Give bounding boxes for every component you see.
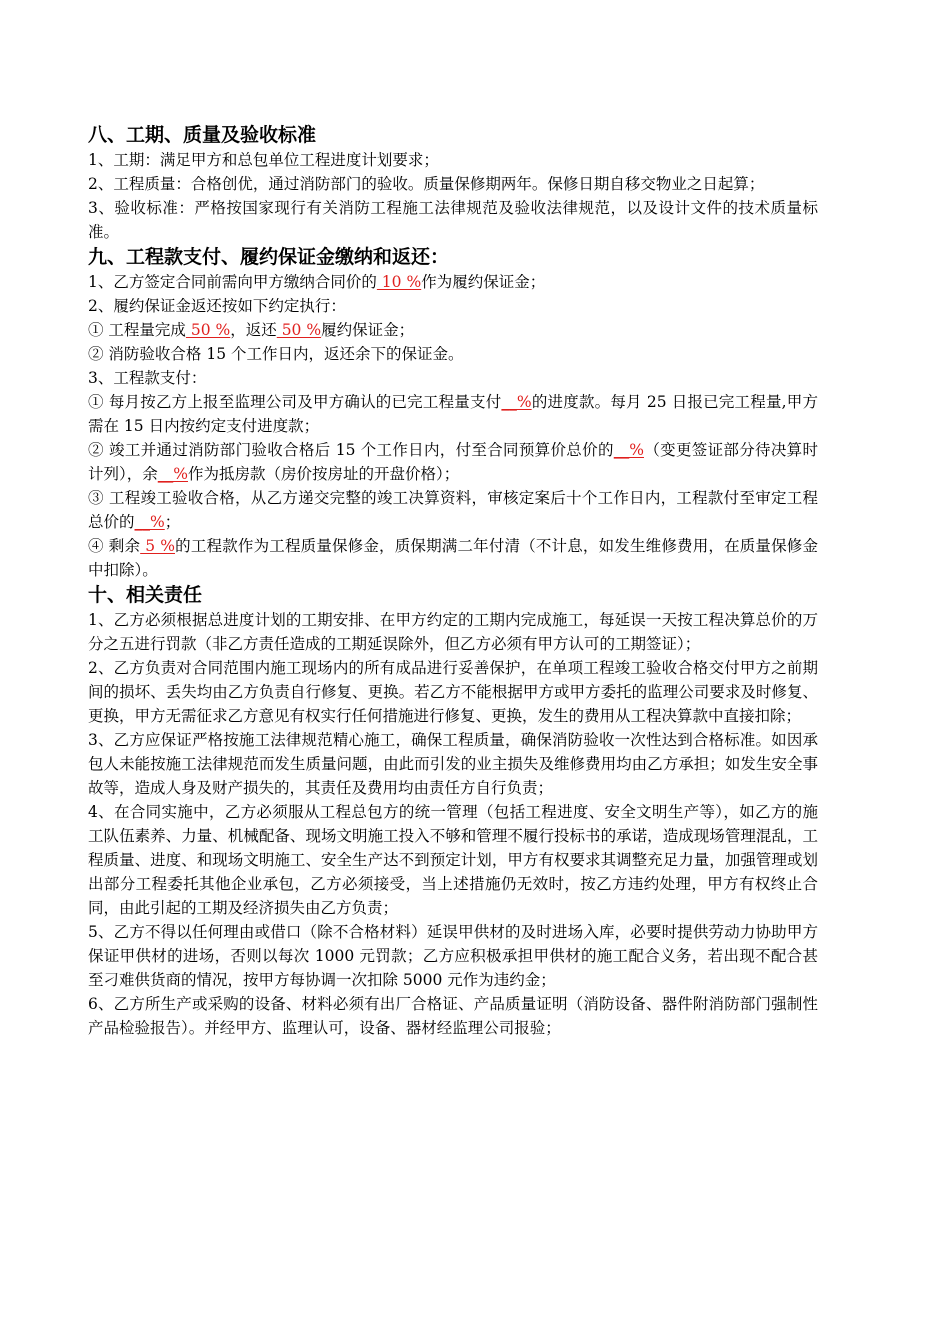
text-run: 作为抵房款（房价按房址的开盘价格）； [188,465,460,483]
final-payment-blank: __% [134,513,165,531]
warranty-percent: 5 % [140,537,175,555]
house-offset-blank: __% [157,465,188,483]
text-run: 履约保证金； [321,321,415,339]
progress-payment-blank: __% [501,393,532,411]
section-9-item-9 [88,534,818,582]
text-run: ； [164,513,181,531]
section-8-title: 八、工期、质量及验收标准 [88,124,317,146]
text-run: ① 工程量完成 [88,321,186,339]
text-run: 作为履约保证金； [421,273,546,291]
section-9-item-4: ② 消防验收合格 15 个工作日内，返还余下的保证金。 [88,345,464,363]
document-page [88,122,818,1040]
section-9-item-1 [88,270,818,294]
text-run: 1、乙方签定合同前需向甲方缴纳合同价的 [88,273,377,291]
section-10-item-3: 3、乙方应保证严格按施工法律规范精心施工，确保工程质量，确保消防验收一次性达到合格标准。如因承包人未能按施工法律规范而发生质量问题，由此而引发的业主损失及维修费用均由乙方承担；如发生安全事故等，造成人身及财产损失的，其责任及费用均由责任方自行负责； [88,731,818,797]
deposit-percent: 10 % [376,273,422,291]
text-run: ③ 工程竣工验收合格，从乙方递交完整的竣工决算资料，审核定案后十个工作日内，工程款付至审定工程总价的 [88,489,818,531]
section-10-item-5: 5、乙方不得以任何理由或借口（除不合格材料）延误甲供材的及时进场入库，必要时提供劳动力协助甲方保证甲供材的进场，否则以每次 1000 元罚款；乙方应积极承担甲供材的施工配合义务，若出现不配合甚至刁难供货商的情况，按甲方每协调一次扣除 5000 元作为违约金； [88,923,818,989]
text-run: （变更签证部分待决算时计列），余 [88,441,818,483]
section-10-title: 十、相关责任 [88,584,203,606]
section-9-item-5: 3、工程款支付： [88,369,207,387]
section-9-title: 九、工程款支付、履约保证金缴纳和返还： [88,246,450,268]
completion-percent: 50 % [185,321,231,339]
section-8-item-2: 2、工程质量：合格创优，通过消防部门的验收。质量保修期两年。保修日期自移交物业之日起算； [88,175,765,193]
text-run: 的进度款。每月 25 日报已完工程量,甲方需在 15 日内按约定支付进度款； [88,393,818,435]
section-9-item-2: 2、履约保证金返还按如下约定执行： [88,297,346,315]
text-run: ，返还 [230,321,277,339]
section-9-item-3 [88,318,818,342]
text-run: ④ 剩余 [88,537,141,555]
section-8-item-3: 3、验收标准：严格按国家现行有关消防工程施工法律规范及验收法律规范，以及设计文件的技术质量标准。 [88,199,818,241]
text-run: 的工程款作为工程质量保修金，质保期满二年付清（不计息，如发生维修费用，在质量保修金中扣除）。 [88,537,818,579]
section-9-item-7 [88,438,818,486]
section-8-item-1: 1、工期：满足甲方和总包单位工程进度计划要求； [88,151,439,169]
section-9-item-8 [88,486,818,534]
section-10-item-1: 1、乙方必须根据总进度计划的工期安排、在甲方约定的工期内完成施工，每延误一天按工程决算总价的万分之五进行罚款（非乙方责任造成的工期延误除外，但乙方必须有甲方认可的工期签证）； [88,611,818,653]
section-10-item-4: 4、在合同实施中，乙方必须服从工程总包方的统一管理（包括工程进度、安全文明生产等），如乙方的施工队伍素养、力量、机械配备、现场文明施工投入不够和管理不履行投标书的承诺，造成现场管理混乱，工程质量、进度、和现场文明施工、安全生产达不到预定计划，甲方有权要求其调整充足力量，加强管理或划出部分工程委托其他企业承包，乙方必须接受，当上述措施仍无效时，按乙方违约处理，甲方有权终止合同，由此引起的工期及经济损失由乙方负责； [88,803,818,917]
section-10-item-2: 2、乙方负责对合同范围内施工现场内的所有成品进行妥善保护，在单项工程竣工验收合格交付甲方之前期间的损坏、丢失均由乙方负责自行修复、更换。若乙方不能根据甲方或甲方委托的监理公司要求及时修复、更换，甲方无需征求乙方意见有权实行任何措施进行修复、更换，发生的费用从工程决算款中直接扣除； [88,659,818,725]
text-run: ① 每月按乙方上报至监理公司及甲方确认的已完工程量支付 [88,393,502,411]
section-10-item-6: 6、乙方所生产或采购的设备、材料必须有出厂合格证、产品质量证明（消防设备、器件附消防部门强制性产品检验报告）。并经甲方、监理认可，设备、器材经监理公司报验； [88,995,818,1037]
acceptance-payment-blank: __% [613,441,644,459]
text-run: ② 竣工并通过消防部门验收合格后 15 个工作日内，付至合同预算价总价的 [88,441,614,459]
refund-percent: 50 % [276,321,322,339]
section-9-item-6 [88,390,818,438]
